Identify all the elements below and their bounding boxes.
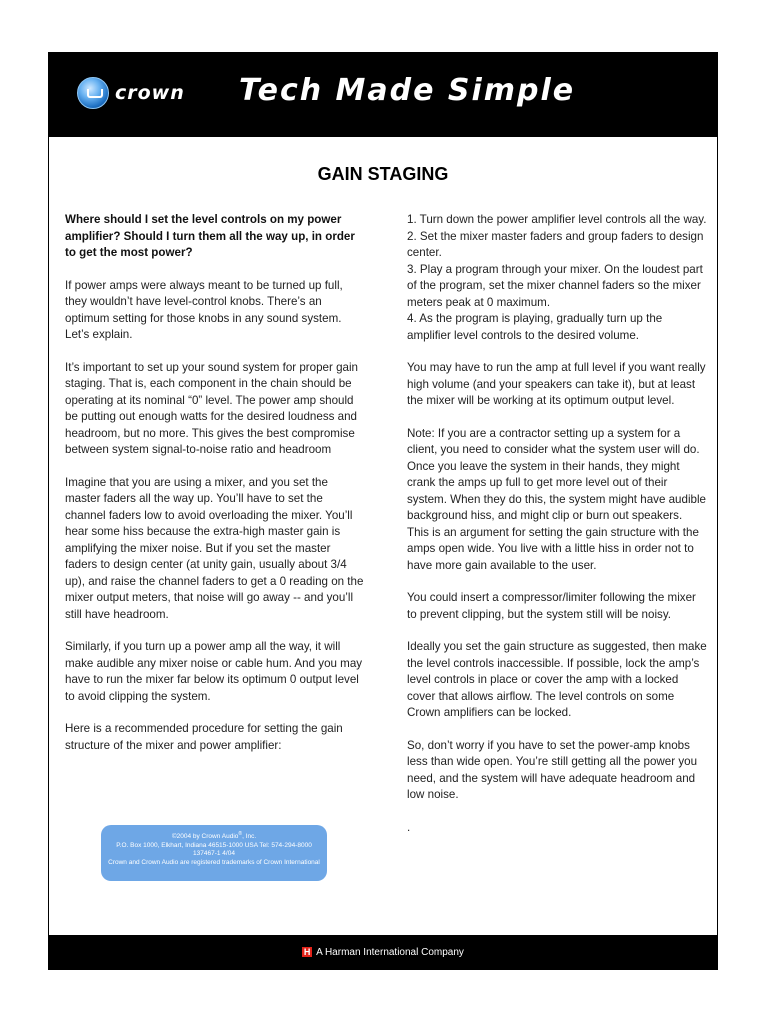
step-item: 2. Set the mixer master faders and group faders to design center. [407,229,704,259]
crown-logo [77,73,185,113]
intro-question: Where should I set the level controls on my power amplifier? Should I turn them all the way up, in order to get the most power? [65,213,355,259]
paragraph: You may have to run the amp at full level if you want really high volume (and your speakers can take it), but at least the mixer will be working at its optimum output level. [407,361,706,407]
paragraph: Imagine that you are using a mixer, and you set the master faders all the way up. You’ll have to set the channel faders low to avoid overloading the mixer. You’ll hear some hiss because the extra-high master gain is amplifying the mixer noise. But if you set the master faders to design center (at unity gain, usually about 3/4 up), and raise the channel faders to get a 0 reading on the mixer output meters, that noise will go away -- and you’ll still have headroom. [65,475,364,621]
footer-text: A Harman International Company [316,946,464,958]
right-column [407,212,707,852]
copyright-text: ©2004 by Crown Audio [171,833,239,841]
header-banner [49,53,717,137]
paragraph: If power amps were always meant to be turned up full, they wouldn’t have level-control knobs. There’s an optimum setting for those knobs in any sound system. Let’s explain. [65,278,343,341]
copyright-text: , Inc. [242,833,257,841]
paragraph: Similarly, if you turn up a power amp all the way, it will make audible any mixer noise or cable hum. And you may have to run the mixer far below its optimum 0 output level to avoid clipping the system. [65,640,363,703]
trailing-period: . [407,820,411,834]
copyright-box [101,825,327,881]
trademark-line: Crown and Crown Audio are registered trademarks of Crown International [108,858,320,866]
paragraph: Note: If you are a contractor setting up a system for a client, you need to consider what the system user will do. Once you leave the system in their hands, they might crank the amps up full to get more level out of their system. When they do this, the system might have audible background hiss, and might clip or burn out speakers. This is an argument for setting the gain structure with the amps open wide. You live with a little hiss in order not to have more gain available to the user. [407,426,707,572]
document-page [48,52,718,970]
step-item: 3. Play a program through your mixer. On the loudest part of the program, set the mixer channel faders so the mixer meters peak at 0 maximum. [407,262,703,309]
harman-h-icon: H [303,947,311,957]
paragraph: So, don’t worry if you have to set the power-amp knobs less than wide open. You’re still getting all the power you need, and the system will have adequate headroom and low noise. [407,738,698,801]
part-number-line: 137467-1 4/04 [193,850,235,858]
copyright-line [101,830,327,842]
paragraph: Ideally you set the gain structure as suggested, then make the level controls inaccessible. If possible, lock the amp’s level controls in place or cover the amp with a locked cover that allows airflow. The level controls on some Crown amplifiers can be locked. [407,640,707,719]
page-title: GAIN STAGING [317,164,449,184]
tagline: Tech Made Simple [239,73,576,108]
registered-mark: ® [238,831,243,837]
address-line: P.O. Box 1000, Elkhart, Indiana 46515-1000 USA Tel: 574-294-8000 [116,841,312,849]
paragraph: You could insert a compressor/limiter following the mixer to prevent clipping, but the system still will be noisy. [407,591,696,621]
crown-emblem-icon [77,77,109,109]
paragraph: It’s important to set up your sound system for proper gain staging. That is, each component in the chain should be operating at its nominal “0” level. The power amp should be putting out enough watts for the desired loudness and headroom, but no more. This gives the best compromise between system signal-to-noise ratio and headroom [65,360,358,456]
procedure-steps [407,212,707,344]
paragraph: Here is a recommended procedure for setting the gain structure of the mixer and power amplifier: [65,722,343,752]
left-column [65,212,365,770]
footer-banner [49,935,717,969]
logo-wordmark: crown [115,82,185,104]
step-item: 1. Turn down the power amplifier level controls all the way. [407,213,707,226]
step-item: 4. As the program is playing, gradually turn up the amplifier level controls to the desired volume. [407,312,663,342]
